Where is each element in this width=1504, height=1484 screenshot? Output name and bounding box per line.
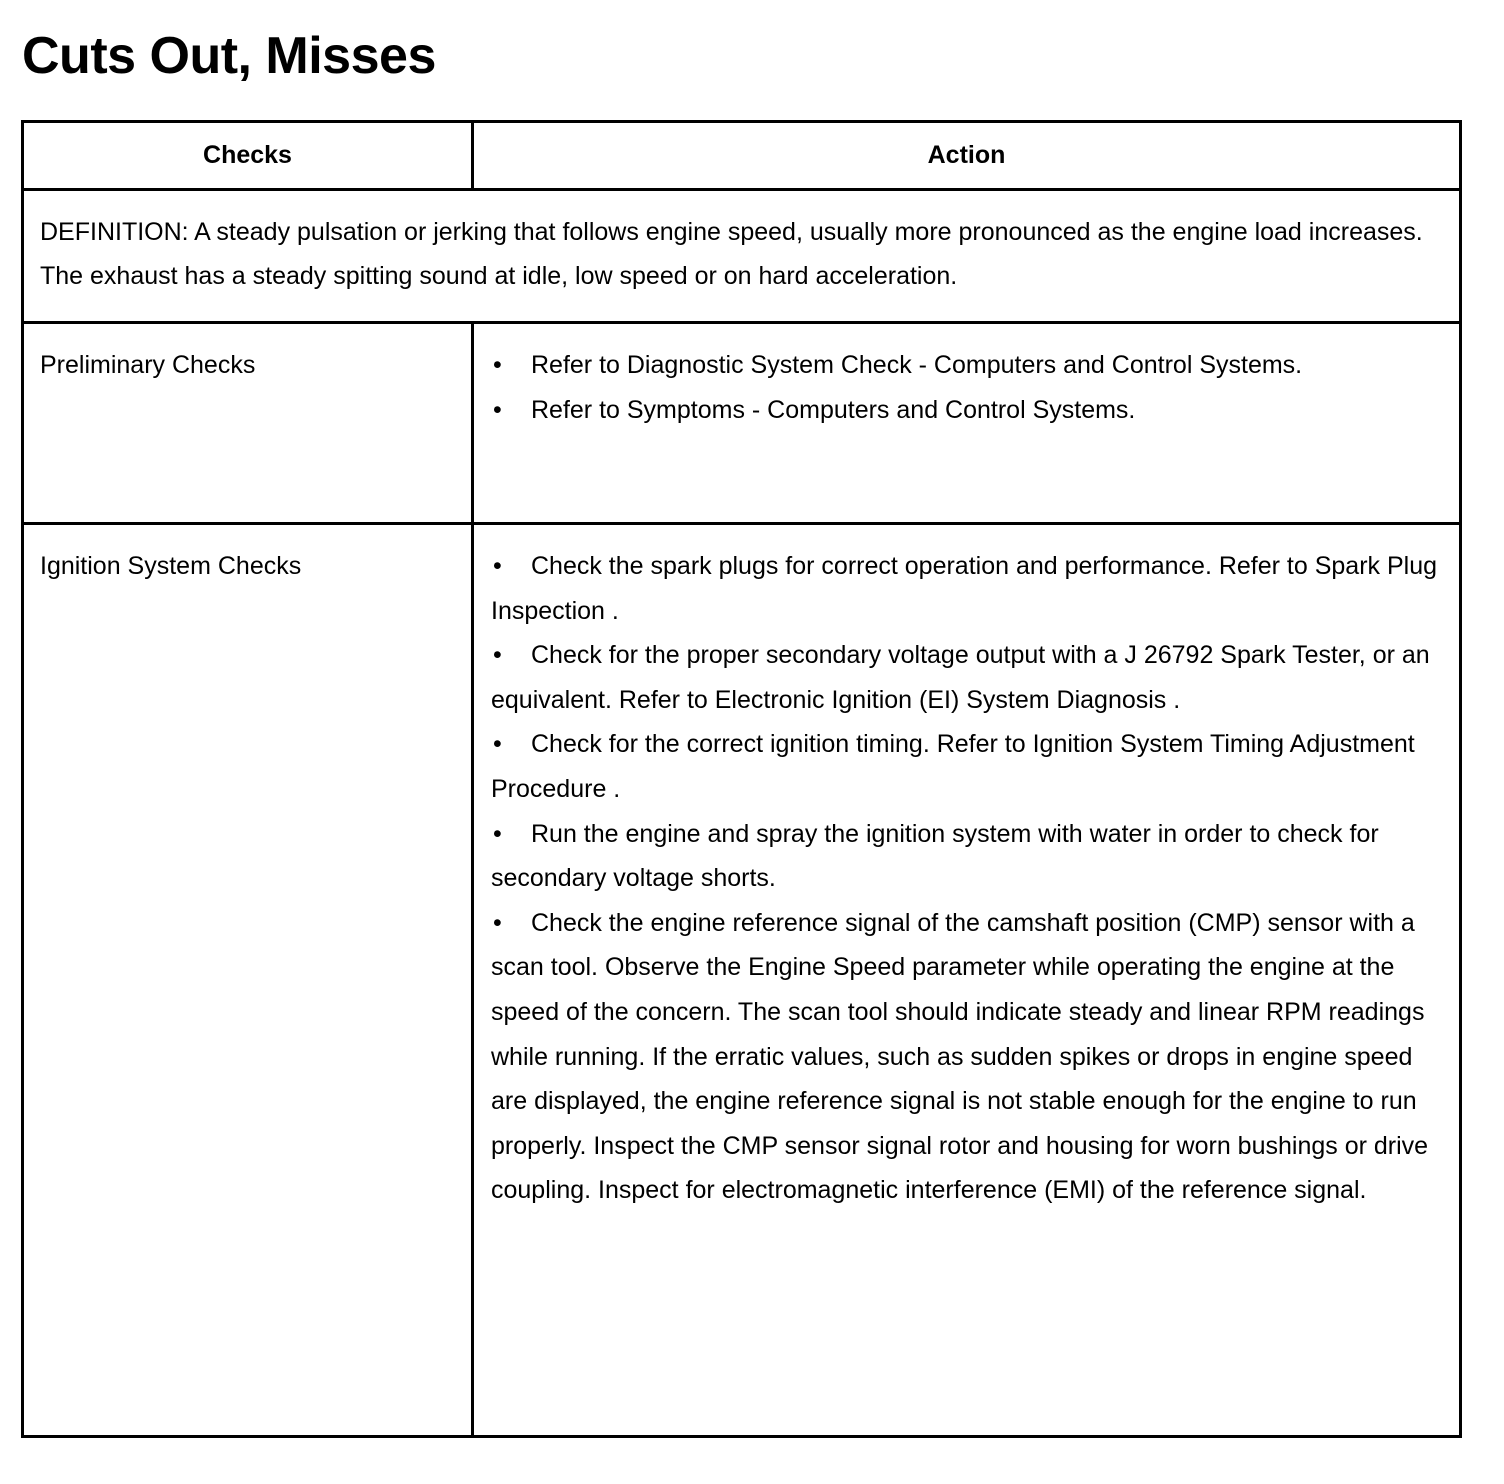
page-title: Cuts Out, Misses: [22, 27, 436, 85]
table-header-row: [23, 122, 1461, 190]
action-text: Refer to Diagnostic System Check - Computers and Control Systems.: [531, 351, 1303, 379]
action-item: [491, 633, 1443, 722]
checks-column-header: Checks: [23, 122, 473, 190]
bullet-icon: •: [493, 730, 502, 759]
action-cell: [473, 323, 1461, 524]
bullet-icon: •: [493, 641, 502, 670]
action-item: [491, 388, 1443, 433]
bullet-icon: •: [493, 819, 502, 848]
check-label: Preliminary Checks: [40, 351, 256, 379]
definition-text: DEFINITION: A steady pulsation or jerking that follows engine speed, usually more pronounced as the engine load increases. The exhaust has a steady spitting sound at idle, low speed or on hard acceleration.: [23, 190, 1461, 323]
action-list: [474, 525, 1459, 1213]
check-cell: [23, 323, 473, 524]
action-item: [491, 901, 1443, 1213]
bullet-icon: •: [493, 351, 502, 379]
table-row: [23, 524, 1461, 1437]
bullet-icon: •: [493, 395, 502, 424]
action-text: Check the engine reference signal of the camshaft position (CMP) sensor with a scan tool. Observe the Engine Speed parameter while operating the engine at the speed of the concern. The scan tool should indicate steady and linear RPM readings while running. If the erratic values, such as sudden spikes or drops in engine speed are displayed, the engine reference signal is not stable enough for the engine to run properly. Inspect the CMP sensor signal rotor and housing for worn bushings or drive coupling. Inspect for electromagnetic interference (EMI) of the reference signal.: [491, 908, 1429, 1205]
action-item: [491, 343, 1443, 388]
action-item: [491, 544, 1443, 633]
action-text: Refer to Symptoms - Computers and Control Systems.: [531, 395, 1136, 424]
definition-row: [23, 190, 1461, 323]
table-row: [23, 323, 1461, 524]
bullet-icon: •: [493, 552, 502, 580]
action-text: Check for the proper secondary voltage output with a J 26792 Spark Tester, or an equivalent. Refer to Electronic Ignition (EI) System Diagnosis .: [491, 641, 1430, 714]
action-text: Check for the correct ignition timing. Refer to Ignition System Timing Adjustment Procedure .: [491, 730, 1415, 803]
action-list: [474, 324, 1459, 432]
action-text: Check the spark plugs for correct operation and performance. Refer to Spark Plug Inspection .: [491, 552, 1438, 625]
action-column-header: Action: [473, 122, 1461, 190]
diagnosis-table: [21, 120, 1462, 1438]
action-item: [491, 722, 1443, 811]
action-text: Run the engine and spray the ignition system with water in order to check for secondary voltage shorts.: [491, 819, 1379, 893]
check-cell: [23, 524, 473, 1437]
bullet-icon: •: [493, 908, 502, 937]
action-cell: [473, 524, 1461, 1437]
action-item: [491, 812, 1443, 901]
check-label: Ignition System Checks: [40, 552, 302, 580]
